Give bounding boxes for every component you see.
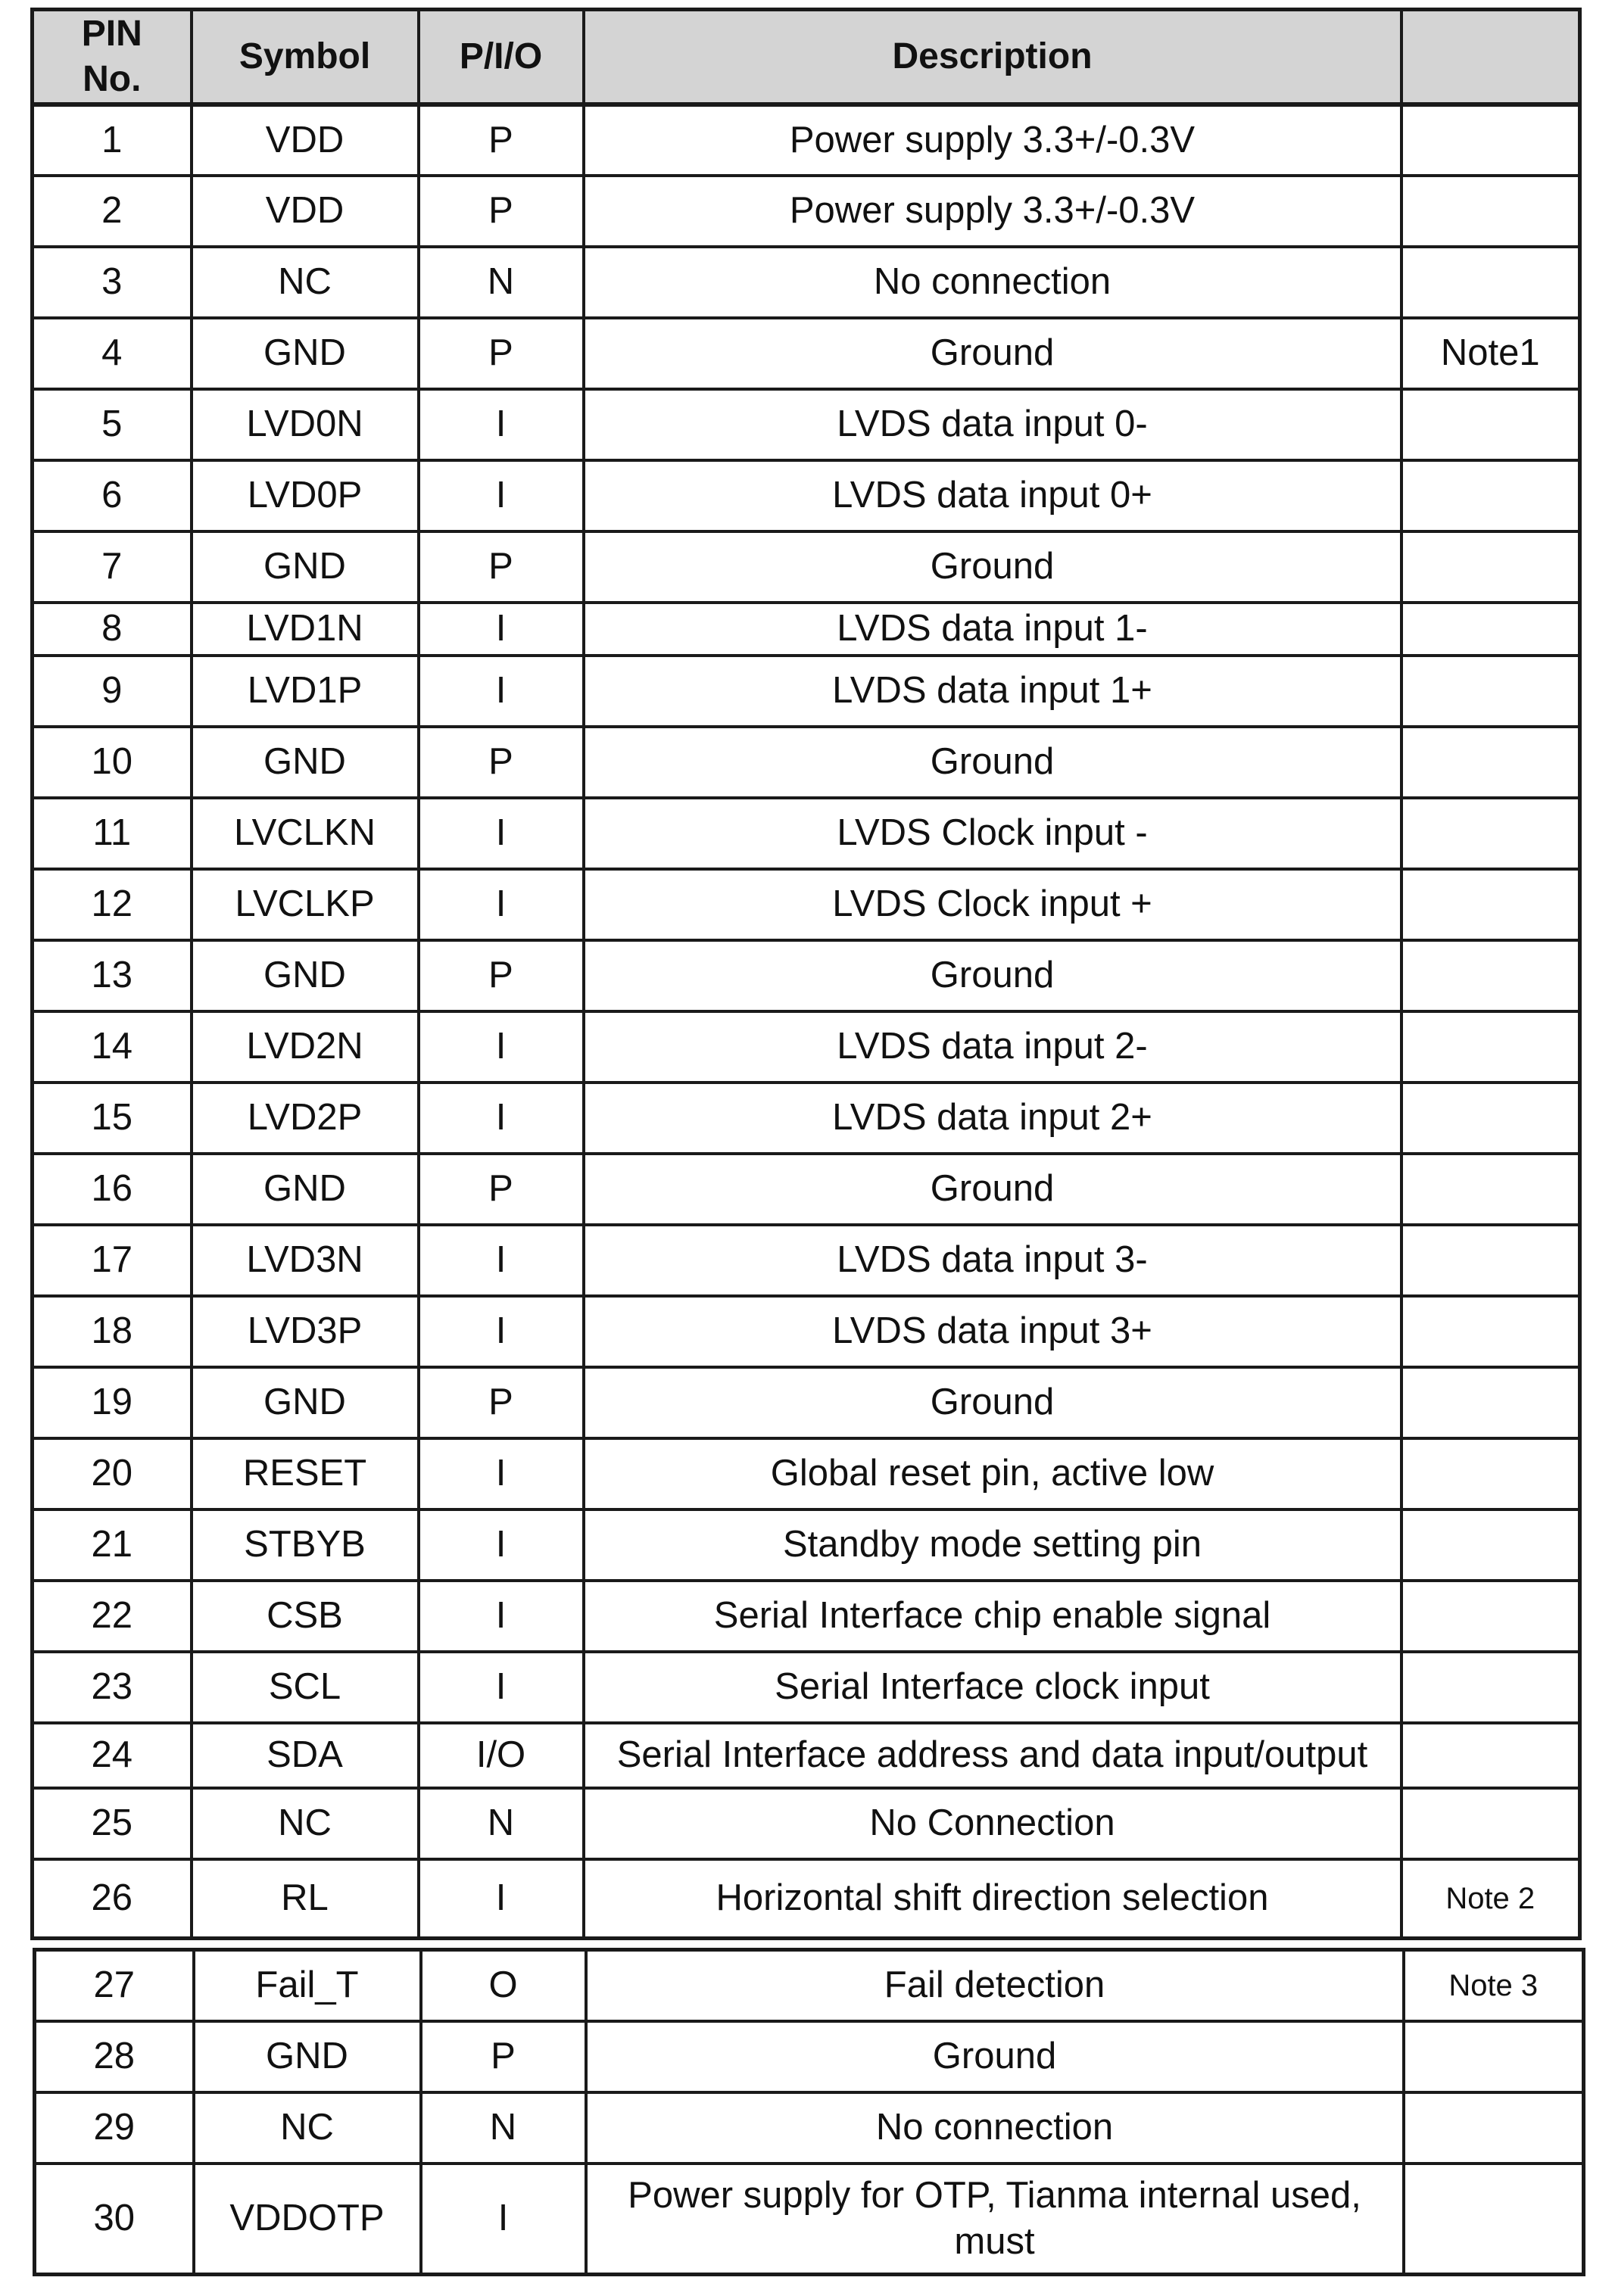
description-cell: Standby mode setting pin <box>584 1509 1401 1581</box>
table-body-main <box>33 104 1580 1938</box>
pio-cell: I <box>419 389 584 460</box>
note-cell <box>1401 940 1580 1011</box>
symbol-cell: GND <box>192 318 419 389</box>
table-row <box>33 1367 1580 1438</box>
note-cell <box>1401 531 1580 603</box>
pio-cell: P <box>419 940 584 1011</box>
pio-cell: P <box>419 727 584 798</box>
table-body-continued <box>35 1950 1584 2275</box>
table-row <box>33 1723 1580 1788</box>
description-cell: LVDS Clock input - <box>584 798 1401 869</box>
description-cell: LVDS data input 2- <box>584 1011 1401 1083</box>
pio-cell: I <box>419 1011 584 1083</box>
pin-number-cell: 3 <box>33 247 192 318</box>
table-row <box>33 247 1580 318</box>
symbol-cell: LVCLKN <box>192 798 419 869</box>
pin-number-cell: 11 <box>33 798 192 869</box>
pio-cell: I <box>419 1652 584 1723</box>
description-cell: Global reset pin, active low <box>584 1438 1401 1509</box>
pin-table-continued <box>33 1948 1585 2276</box>
pio-cell: I <box>419 1083 584 1154</box>
note-cell <box>1401 1296 1580 1367</box>
table-row <box>33 1581 1580 1652</box>
note-cell <box>1404 2164 1584 2275</box>
pin-number-cell: 14 <box>33 1011 192 1083</box>
pio-cell: I <box>419 1509 584 1581</box>
pin-number-cell: 30 <box>35 2164 194 2275</box>
pio-cell: N <box>421 2092 586 2164</box>
pio-cell: I/O <box>419 1723 584 1788</box>
symbol-cell: LVD2P <box>192 1083 419 1154</box>
description-cell: Ground <box>584 1154 1401 1225</box>
note-cell <box>1401 1652 1580 1723</box>
table-row <box>33 1788 1580 1859</box>
header-pin-line1: PIN <box>81 14 142 54</box>
description-cell: LVDS data input 1+ <box>584 656 1401 727</box>
note-cell <box>1401 656 1580 727</box>
header-description: Description <box>584 10 1401 105</box>
description-cell: LVDS data input 0+ <box>584 460 1401 531</box>
description-cell: Ground <box>584 318 1401 389</box>
symbol-cell: GND <box>192 531 419 603</box>
description-cell: Power supply for OTP, Tianma internal used, must <box>586 2164 1404 2275</box>
note-cell <box>1401 1788 1580 1859</box>
description-cell: Serial Interface address and data input/output <box>584 1723 1401 1788</box>
symbol-cell: LVD0P <box>192 460 419 531</box>
description-cell: Ground <box>584 727 1401 798</box>
description-cell: No connection <box>584 247 1401 318</box>
description-cell: LVDS data input 2+ <box>584 1083 1401 1154</box>
pin-number-cell: 6 <box>33 460 192 531</box>
pio-cell: P <box>419 176 584 247</box>
table-row <box>33 1011 1580 1083</box>
table-row <box>33 1225 1580 1296</box>
pio-cell: I <box>421 2164 586 2275</box>
table-row <box>33 1083 1580 1154</box>
symbol-cell: LVD3N <box>192 1225 419 1296</box>
header-note <box>1401 10 1580 105</box>
table-row <box>33 1154 1580 1225</box>
table-row <box>33 104 1580 176</box>
description-cell: No connection <box>586 2092 1404 2164</box>
note-cell <box>1401 1723 1580 1788</box>
symbol-cell: NC <box>192 1788 419 1859</box>
pin-table-main <box>30 8 1582 1940</box>
description-cell: Serial Interface clock input <box>584 1652 1401 1723</box>
header-pin-line2: No. <box>83 59 142 99</box>
table-row <box>33 656 1580 727</box>
symbol-cell: NC <box>194 2092 421 2164</box>
note-cell <box>1401 247 1580 318</box>
pin-number-cell: 17 <box>33 1225 192 1296</box>
symbol-cell: LVD0N <box>192 389 419 460</box>
note-cell: Note1 <box>1401 318 1580 389</box>
pio-cell: P <box>421 2021 586 2092</box>
pio-cell: I <box>419 656 584 727</box>
note-cell <box>1401 104 1580 176</box>
header-pio: P/I/O <box>419 10 584 105</box>
note-cell <box>1401 176 1580 247</box>
note-cell: Note 2 <box>1401 1859 1580 1938</box>
symbol-cell: Fail_T <box>194 1950 421 2021</box>
note-cell <box>1401 460 1580 531</box>
pin-number-cell: 4 <box>33 318 192 389</box>
pin-number-cell: 28 <box>35 2021 194 2092</box>
symbol-cell: GND <box>192 727 419 798</box>
pin-number-cell: 7 <box>33 531 192 603</box>
pio-cell: I <box>419 1225 584 1296</box>
description-cell: Ground <box>584 940 1401 1011</box>
symbol-cell: SCL <box>192 1652 419 1723</box>
note-cell <box>1404 2092 1584 2164</box>
description-cell: LVDS data input 3- <box>584 1225 1401 1296</box>
note-cell <box>1401 1011 1580 1083</box>
note-cell <box>1401 1438 1580 1509</box>
pin-number-cell: 2 <box>33 176 192 247</box>
table-row <box>35 2092 1584 2164</box>
pin-number-cell: 23 <box>33 1652 192 1723</box>
table-row <box>33 603 1580 656</box>
table-row <box>33 1296 1580 1367</box>
description-cell: Ground <box>584 531 1401 603</box>
symbol-cell: SDA <box>192 1723 419 1788</box>
symbol-cell: STBYB <box>192 1509 419 1581</box>
pio-cell: P <box>419 318 584 389</box>
symbol-cell: LVD3P <box>192 1296 419 1367</box>
pin-number-cell: 16 <box>33 1154 192 1225</box>
symbol-cell: LVD2N <box>192 1011 419 1083</box>
pin-number-cell: 10 <box>33 727 192 798</box>
pin-number-cell: 25 <box>33 1788 192 1859</box>
symbol-cell: RESET <box>192 1438 419 1509</box>
header-pin-no <box>33 10 192 105</box>
note-cell <box>1401 1083 1580 1154</box>
description-cell: Power supply 3.3+/-0.3V <box>584 104 1401 176</box>
pin-number-cell: 9 <box>33 656 192 727</box>
description-cell: Horizontal shift direction selection <box>584 1859 1401 1938</box>
pin-number-cell: 22 <box>33 1581 192 1652</box>
note-cell: Note 3 <box>1404 1950 1584 2021</box>
pio-cell: I <box>419 460 584 531</box>
pio-cell: I <box>419 1296 584 1367</box>
pin-number-cell: 18 <box>33 1296 192 1367</box>
pin-number-cell: 5 <box>33 389 192 460</box>
pio-cell: I <box>419 603 584 656</box>
table-row <box>35 1950 1584 2021</box>
table-row <box>33 176 1580 247</box>
table-row <box>33 1438 1580 1509</box>
pio-cell: I <box>419 869 584 940</box>
symbol-cell: LVD1N <box>192 603 419 656</box>
description-cell: Fail detection <box>586 1950 1404 2021</box>
pio-cell: I <box>419 1859 584 1938</box>
table-row <box>33 460 1580 531</box>
note-cell <box>1401 727 1580 798</box>
table-row <box>33 798 1580 869</box>
symbol-cell: GND <box>192 940 419 1011</box>
symbol-cell: CSB <box>192 1581 419 1652</box>
pio-cell: P <box>419 104 584 176</box>
table-row <box>35 2164 1584 2275</box>
symbol-cell: RL <box>192 1859 419 1938</box>
description-cell: Ground <box>586 2021 1404 2092</box>
table-row <box>33 869 1580 940</box>
pin-number-cell: 19 <box>33 1367 192 1438</box>
pin-number-cell: 26 <box>33 1859 192 1938</box>
pin-number-cell: 1 <box>33 104 192 176</box>
symbol-cell: VDDOTP <box>194 2164 421 2275</box>
note-cell <box>1401 798 1580 869</box>
table-row <box>33 389 1580 460</box>
note-cell <box>1401 1225 1580 1296</box>
pin-number-cell: 24 <box>33 1723 192 1788</box>
symbol-cell: GND <box>192 1154 419 1225</box>
symbol-cell: VDD <box>192 176 419 247</box>
pio-cell: I <box>419 1581 584 1652</box>
note-cell <box>1401 1509 1580 1581</box>
description-cell: Serial Interface chip enable signal <box>584 1581 1401 1652</box>
pin-number-cell: 15 <box>33 1083 192 1154</box>
table-header-row <box>33 10 1580 105</box>
pio-cell: P <box>419 1367 584 1438</box>
description-cell: Power supply 3.3+/-0.3V <box>584 176 1401 247</box>
pin-number-cell: 12 <box>33 869 192 940</box>
description-cell: LVDS data input 3+ <box>584 1296 1401 1367</box>
table-row <box>33 1509 1580 1581</box>
description-cell: LVDS data input 0- <box>584 389 1401 460</box>
header-symbol: Symbol <box>192 10 419 105</box>
pio-cell: I <box>419 798 584 869</box>
pin-number-cell: 29 <box>35 2092 194 2164</box>
pio-cell: P <box>419 1154 584 1225</box>
pin-number-cell: 21 <box>33 1509 192 1581</box>
description-cell: LVDS data input 1- <box>584 603 1401 656</box>
pin-number-cell: 27 <box>35 1950 194 2021</box>
pio-cell: P <box>419 531 584 603</box>
pin-number-cell: 20 <box>33 1438 192 1509</box>
pio-cell: O <box>421 1950 586 2021</box>
table-row <box>33 727 1580 798</box>
table-row <box>35 2021 1584 2092</box>
symbol-cell: NC <box>192 247 419 318</box>
table-row <box>33 318 1580 389</box>
pio-cell: I <box>419 1438 584 1509</box>
note-cell <box>1401 1581 1580 1652</box>
table-row <box>33 1652 1580 1723</box>
note-cell <box>1401 1154 1580 1225</box>
description-cell: No Connection <box>584 1788 1401 1859</box>
note-cell <box>1401 389 1580 460</box>
description-cell: Ground <box>584 1367 1401 1438</box>
description-cell: LVDS Clock input + <box>584 869 1401 940</box>
symbol-cell: LVCLKP <box>192 869 419 940</box>
pio-cell: N <box>419 1788 584 1859</box>
table-row <box>33 940 1580 1011</box>
note-cell <box>1401 1367 1580 1438</box>
table-row <box>33 531 1580 603</box>
symbol-cell: LVD1P <box>192 656 419 727</box>
pin-number-cell: 8 <box>33 603 192 656</box>
symbol-cell: GND <box>194 2021 421 2092</box>
note-cell <box>1404 2021 1584 2092</box>
table-row <box>33 1859 1580 1938</box>
pio-cell: N <box>419 247 584 318</box>
pin-number-cell: 13 <box>33 940 192 1011</box>
symbol-cell: VDD <box>192 104 419 176</box>
note-cell <box>1401 869 1580 940</box>
symbol-cell: GND <box>192 1367 419 1438</box>
note-cell <box>1401 603 1580 656</box>
